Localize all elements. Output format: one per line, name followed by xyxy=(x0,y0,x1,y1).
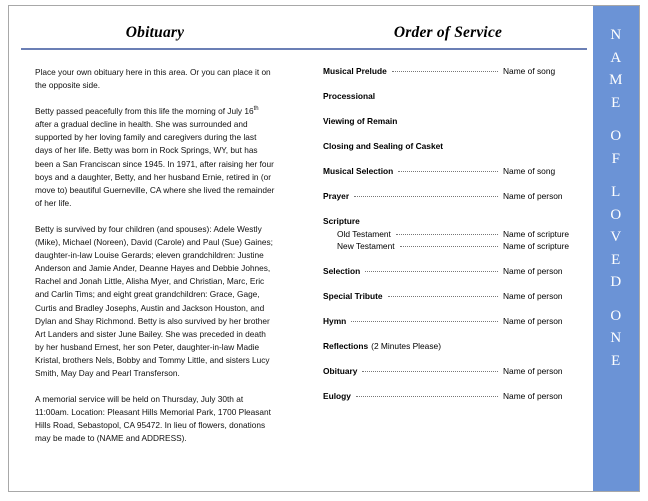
spine-letter: V xyxy=(610,229,622,245)
spine-letter: D xyxy=(610,274,622,290)
service-item-label: Special Tribute xyxy=(323,291,383,301)
service-item-row xyxy=(323,316,587,326)
order-of-service-panel xyxy=(301,6,595,491)
service-item-row xyxy=(323,141,587,151)
spine-letter: O xyxy=(610,307,622,324)
service-item-row xyxy=(323,341,587,351)
service-item-leader-dots xyxy=(388,296,498,297)
obituary-paragraph-2-post: after a gradual decline in health. She was surrounded and supported by her loving family and caregivers during the last days of her life. Betty was born in Rock Springs, WY, but has been a San Franciscan since 1945. In 1971, after raising her four boys and a daughter, Betty, and her husband Ernie, retired in (or move to) beautiful Guerneville, CA where she lived the remainder of her life. xyxy=(35,119,275,208)
service-item-label: Hymn xyxy=(323,316,347,326)
service-item-row xyxy=(323,266,587,276)
service-item-row xyxy=(323,391,587,401)
service-item-note: (2 Minutes Please) xyxy=(371,341,441,351)
service-item-value: Name of person xyxy=(503,316,563,326)
service-item-value: Name of person xyxy=(503,366,563,376)
name-of-loved-one-spine xyxy=(593,6,639,491)
service-item-leader-dots xyxy=(362,371,498,372)
service-item-label: Prayer xyxy=(323,191,350,201)
service-item-row xyxy=(323,241,587,251)
service-item-row xyxy=(323,229,587,239)
obituary-date-superscript: th xyxy=(253,106,259,113)
obituary-paragraph-2 xyxy=(35,105,275,210)
service-item-value: Name of person xyxy=(503,191,563,201)
service-item-label: Viewing of Remain xyxy=(323,116,398,126)
spine-letter: O xyxy=(610,128,622,144)
spine-letter: E xyxy=(611,94,621,111)
service-item-label: Reflections xyxy=(323,341,369,351)
obituary-panel xyxy=(9,6,301,491)
service-item-value: Name of person xyxy=(503,266,563,276)
obituary-body xyxy=(9,50,301,445)
service-item-value: Name of person xyxy=(503,291,563,301)
spine-letter: M xyxy=(609,72,623,88)
spine-letter: O xyxy=(610,206,622,223)
service-item-label: Eulogy xyxy=(323,391,351,401)
spine-letter: N xyxy=(610,27,622,43)
spine-letter: N xyxy=(610,330,622,346)
obituary-paragraph-2-pre: Betty passed peacefully from this life the morning of July 16 xyxy=(35,106,254,117)
service-item-row xyxy=(323,166,587,176)
service-item-label: New Testament xyxy=(337,241,395,251)
service-item-label: Musical Prelude xyxy=(323,66,387,76)
obituary-paragraph-3: Betty is survived by four children (and spouses): Adele Westly (Mike), Michael (Noreen), David (Carole) and Paul (Sue) Gaines; daughter-in-law Louise Gerards; eleven grandchildren: Justine Anderson and Jamie Ander, Deanne Hayes and Debbie Johnes, Rachel and Jonah Little, Alisha Myer, and Christian, Marc, Eric and Carlin Tims; and eight great grandchildren: Grace, Gage, Curtis and Bradley Josephs, Austin and Jackson Houston, and Dylan and Shay Richmond. Betty is also survived by her brother Art Landers and sister June Bailey. She was preceded in death by her husband Ernest, her son Peter, daughter-in-law Madie Kristal, brothers Nels, Bobby and Tommy Little, and sisters Lucy Smith, May Day and Pearl Transferson. xyxy=(35,223,273,378)
service-item-label: Scripture xyxy=(323,216,360,226)
obituary-paragraph-1: Place your own obituary here in this area. Or you can place it on the opposite side. xyxy=(35,67,271,91)
service-item-leader-dots xyxy=(400,246,498,247)
obituary-paragraph-4: A memorial service will be held on Thursday, July 30th at 11:00am. Location: Pleasant Hills Memorial Park, 1700 Pleasant Hills Road, Sebastopol, CA 95472. In lieu of flowers, donations may be made to (NAME and ADDRESS). xyxy=(35,394,271,444)
spine-letter: A xyxy=(610,49,622,66)
service-item-label: Old Testament xyxy=(337,229,391,239)
service-item-row xyxy=(323,116,587,126)
funeral-program-page xyxy=(8,5,640,492)
service-item-value: Name of person xyxy=(503,391,563,401)
order-of-service-title: Order of Service xyxy=(393,24,503,41)
service-item-row xyxy=(323,216,587,226)
service-item-leader-dots xyxy=(354,196,498,197)
spine-letter: L xyxy=(611,184,621,200)
spine-letter: E xyxy=(611,251,621,268)
service-item-label: Musical Selection xyxy=(323,166,394,176)
service-item-value: Name of song xyxy=(503,66,556,76)
service-item-row xyxy=(323,91,587,101)
obituary-title: Obituary xyxy=(125,24,185,41)
service-item-leader-dots xyxy=(351,321,498,322)
service-item-row xyxy=(323,366,587,376)
program-content xyxy=(9,6,593,491)
service-item-leader-dots xyxy=(396,234,498,235)
service-item-row xyxy=(323,66,587,76)
service-item-value: Name of song xyxy=(503,166,556,176)
service-item-value: Name of scripture xyxy=(503,229,570,239)
order-of-service-list xyxy=(301,50,595,401)
spine-letter: E xyxy=(611,352,621,369)
service-item-label: Closing and Sealing of Casket xyxy=(323,141,444,151)
service-item-leader-dots xyxy=(398,171,498,172)
service-item-label: Selection xyxy=(323,266,361,276)
service-item-row xyxy=(323,191,587,201)
service-item-leader-dots xyxy=(365,271,498,272)
service-item-row xyxy=(323,291,587,301)
spine-letter: F xyxy=(611,150,621,167)
service-item-leader-dots xyxy=(392,71,498,72)
service-item-value: Name of scripture xyxy=(503,241,570,251)
service-item-label: Obituary xyxy=(323,366,358,376)
service-item-leader-dots xyxy=(356,396,498,397)
service-item-label: Processional xyxy=(323,91,376,101)
